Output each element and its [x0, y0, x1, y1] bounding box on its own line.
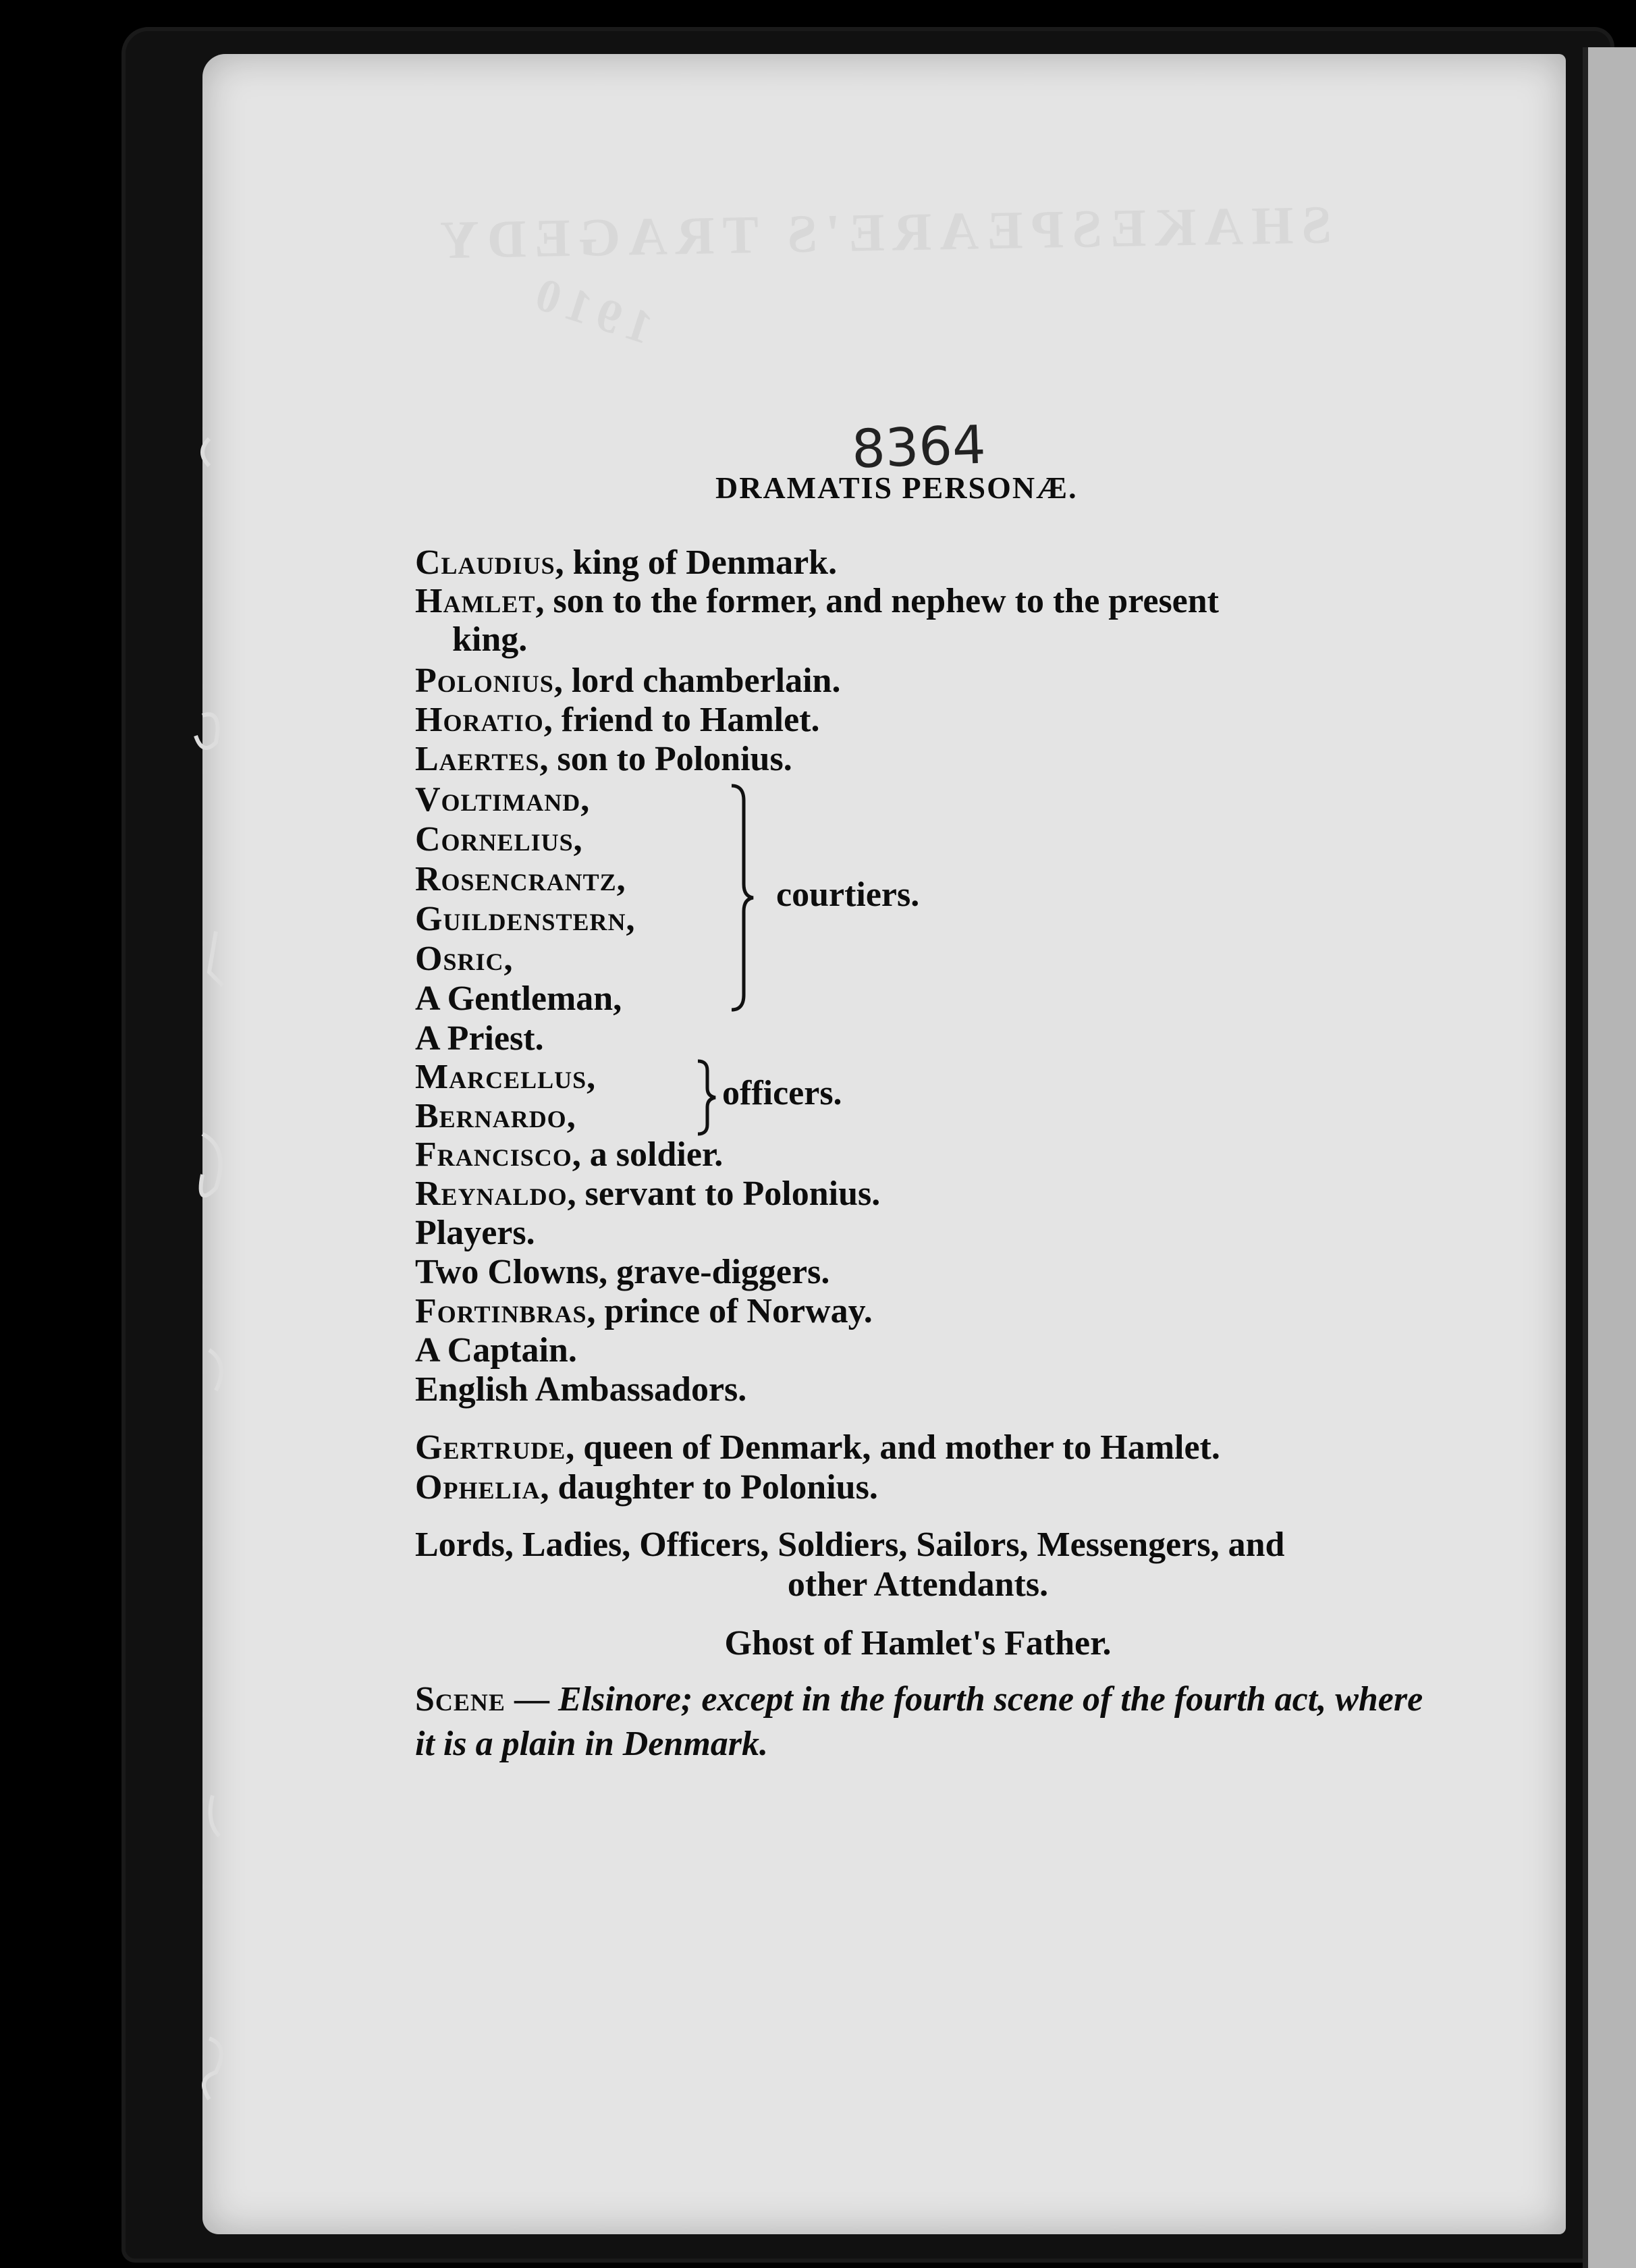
- character-description: , queen of Denmark, and mother to Hamlet.: [566, 1428, 1220, 1467]
- cast-entry-francisco: [415, 1135, 723, 1174]
- courtier-name: Cornelius,: [415, 820, 583, 859]
- ghost-entry: Ghost of Hamlet's Father.: [724, 1624, 1112, 1663]
- character-description: , friend to Hamlet.: [543, 701, 820, 739]
- cast-entry-players: Players.: [415, 1214, 535, 1252]
- character-name: Hamlet: [415, 582, 536, 620]
- character-name: Gertrude: [415, 1428, 566, 1467]
- character-name: Reynaldo: [415, 1174, 568, 1213]
- cast-entry-captain: A Captain.: [415, 1331, 577, 1370]
- character-description: , king of Denmark.: [555, 543, 838, 582]
- character-description: , son to the former, and nephew to the present: [535, 582, 1219, 620]
- cast-entry-hamlet: [415, 582, 1219, 621]
- cast-entry-gertrude: [415, 1428, 1220, 1467]
- page-sheet: [202, 54, 1566, 2234]
- officer-name: Marcellus,: [415, 1058, 597, 1096]
- scene-note: [415, 1677, 1434, 1766]
- officers-label: officers.: [722, 1074, 842, 1112]
- courtier-name: Voltimand,: [415, 780, 591, 819]
- handwritten-catalog-number: 8364: [850, 414, 987, 481]
- cast-entry-fortinbras: [415, 1292, 873, 1331]
- character-name: Ophelia: [415, 1468, 541, 1507]
- scene-dash: —: [505, 1680, 558, 1719]
- character-description: , a soldier.: [572, 1135, 724, 1174]
- character-name: Laertes: [415, 740, 540, 778]
- character-description: , servant to Polonius.: [567, 1174, 881, 1213]
- scene-label: Scene: [415, 1680, 506, 1719]
- character-name: Claudius: [415, 543, 555, 582]
- binding-marks: [162, 135, 256, 2160]
- character-name: Horatio: [415, 701, 544, 739]
- cast-entry-reynaldo: [415, 1174, 880, 1214]
- cast-entry-ophelia: [415, 1468, 878, 1507]
- character-description: , daughter to Polonius.: [540, 1468, 878, 1507]
- character-name: Fortinbras: [415, 1292, 587, 1330]
- officers-brace: [695, 1058, 719, 1137]
- cast-entry-priest: A Priest.: [415, 1019, 544, 1058]
- character-description: , son to Polonius.: [539, 740, 792, 778]
- adjacent-page-strip: [1583, 47, 1636, 2268]
- courtier-name: Guildenstern,: [415, 900, 636, 938]
- courtiers-label: courtiers.: [776, 875, 920, 914]
- character-name: Polonius: [415, 662, 554, 700]
- courtier-name: A Gentleman,: [415, 979, 622, 1018]
- cast-entry-clowns: Two Clowns, grave-diggers.: [415, 1253, 830, 1291]
- attendants-line: Lords, Ladies, Officers, Soldiers, Sailors, Messengers, and: [415, 1526, 1285, 1564]
- cast-entry-horatio: [415, 701, 819, 740]
- scene-description: Elsinore; except in the fourth scene of the fourth act, where it is a plain in Denmark.: [415, 1680, 1423, 1763]
- character-description: king.: [452, 620, 528, 659]
- cast-entry-polonius: [415, 662, 840, 701]
- dramatis-personae-heading: DRAMATIS PERSONÆ.: [715, 470, 1078, 505]
- character-description: , lord chamberlain.: [553, 662, 841, 700]
- attendants-line-continued: other Attendants.: [787, 1565, 1049, 1604]
- courtier-name: Rosencrantz,: [415, 860, 626, 898]
- officer-name: Bernardo,: [415, 1097, 576, 1135]
- character-name: Francisco: [415, 1135, 572, 1174]
- cast-entry-claudius: [415, 543, 837, 583]
- bleed-through-year: 1910: [521, 265, 659, 355]
- courtiers-brace: [729, 783, 756, 1013]
- cast-entry-hamlet-continued: [452, 620, 527, 659]
- courtier-name: Osric,: [415, 940, 514, 978]
- character-description: , prince of Norway.: [587, 1292, 873, 1330]
- cast-entry-ambassadors: English Ambassadors.: [415, 1370, 747, 1409]
- cast-entry-laertes: [415, 740, 792, 779]
- bleed-through-title: SHAKESPEARE'S TRAGEDY: [431, 195, 1332, 271]
